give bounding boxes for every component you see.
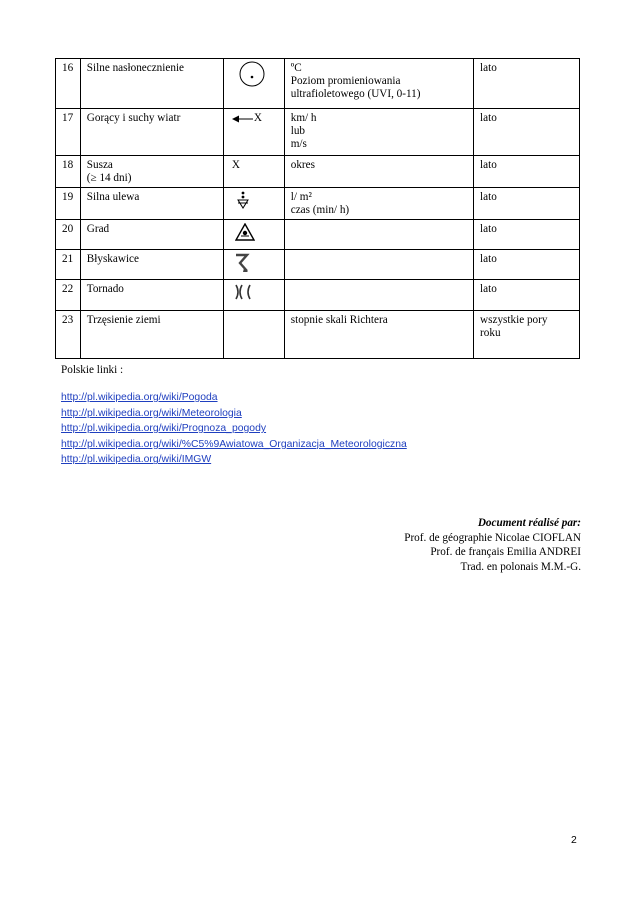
measurement-unit: l/ m² czas (min/ h) bbox=[284, 188, 473, 220]
row-number: 20 bbox=[56, 220, 81, 250]
credits-line: Trad. en polonais M.M.-G. bbox=[460, 560, 581, 573]
hazard-symbol bbox=[223, 280, 284, 311]
hazard-name: Tornado bbox=[80, 280, 223, 311]
hazard-symbol bbox=[223, 311, 284, 359]
link-swiatowa-organizacja[interactable]: http://pl.wikipedia.org/wiki/%C5%9Awiatowa_Organizacja_Meteorologiczna bbox=[61, 438, 407, 450]
link-prognoza-pogody[interactable]: http://pl.wikipedia.org/wiki/Prognoza_pogody bbox=[61, 423, 267, 435]
table-row bbox=[56, 250, 580, 280]
x-mark-icon: X bbox=[231, 159, 240, 171]
credits-line: Prof. de français Emilia ANDREI bbox=[430, 546, 581, 558]
lightning-icon bbox=[234, 253, 250, 273]
table-row bbox=[56, 59, 580, 109]
table-row bbox=[56, 109, 580, 156]
table-row bbox=[56, 220, 580, 250]
season: wszystkie pory roku bbox=[474, 311, 580, 359]
hazard-name: Susza (≥ 14 dni) bbox=[80, 156, 223, 188]
hazard-name: Gorący i suchy wiatr bbox=[80, 109, 223, 156]
measurement-unit bbox=[284, 220, 473, 250]
measurement-unit: okres bbox=[284, 156, 473, 188]
polish-links-section bbox=[61, 364, 407, 468]
hazard-symbol bbox=[223, 109, 284, 156]
season: lato bbox=[474, 109, 580, 156]
row-number: 18 bbox=[56, 156, 81, 188]
season: lato bbox=[474, 156, 580, 188]
tornado-icon bbox=[234, 283, 252, 301]
row-number: 16 bbox=[56, 59, 81, 109]
measurement-unit: km/ h lub m/s bbox=[284, 109, 473, 156]
hazard-symbol bbox=[223, 250, 284, 280]
weather-hazards-table bbox=[55, 58, 580, 359]
hazard-name: Grad bbox=[80, 220, 223, 250]
credits-line: Prof. de géographie Nicolae CIOFLAN bbox=[404, 531, 581, 544]
link-imgw[interactable]: http://pl.wikipedia.org/wiki/IMGW bbox=[61, 454, 212, 466]
row-number: 19 bbox=[56, 188, 81, 220]
sun-circle-dot-icon bbox=[239, 61, 265, 87]
measurement-unit: stopnie skali Richtera bbox=[284, 311, 473, 359]
season: lato bbox=[474, 220, 580, 250]
season: lato bbox=[474, 59, 580, 109]
link-pogoda[interactable]: http://pl.wikipedia.org/wiki/Pogoda bbox=[61, 392, 218, 403]
heavy-shower-icon bbox=[237, 191, 249, 209]
hail-triangle-icon bbox=[235, 223, 255, 241]
season: lato bbox=[474, 250, 580, 280]
hazard-name: Silne nasłonecznienie bbox=[80, 59, 223, 109]
hazard-symbol bbox=[223, 156, 284, 188]
row-number: 22 bbox=[56, 280, 81, 311]
hazard-name: Trzęsienie ziemi bbox=[80, 311, 223, 359]
table-row bbox=[56, 156, 580, 188]
season: lato bbox=[474, 280, 580, 311]
page-number: 2 bbox=[571, 835, 577, 846]
row-number: 17 bbox=[56, 109, 81, 156]
measurement-unit bbox=[284, 250, 473, 280]
links-heading: Polskie linki : bbox=[61, 364, 124, 376]
table-row bbox=[56, 188, 580, 220]
hazard-symbol bbox=[223, 188, 284, 220]
measurement-unit: ºC Poziom promieniowania ultrafioletowego (UVI, 0-11) bbox=[284, 59, 473, 109]
hazard-symbol bbox=[223, 59, 284, 109]
row-number: 23 bbox=[56, 311, 81, 359]
credits-title: Document réalisé par: bbox=[477, 517, 581, 529]
document-credits bbox=[404, 516, 581, 574]
row-number: 21 bbox=[56, 250, 81, 280]
table-row bbox=[56, 311, 580, 359]
hazard-name: Błyskawice bbox=[80, 250, 223, 280]
measurement-unit bbox=[284, 280, 473, 311]
hazard-symbol bbox=[223, 220, 284, 250]
wind-arrow-x-icon: X bbox=[232, 112, 262, 125]
table-row bbox=[56, 280, 580, 311]
link-meteorologia[interactable]: http://pl.wikipedia.org/wiki/Meteorologia bbox=[61, 407, 242, 419]
season: lato bbox=[474, 188, 580, 220]
hazard-name: Silna ulewa bbox=[80, 188, 223, 220]
